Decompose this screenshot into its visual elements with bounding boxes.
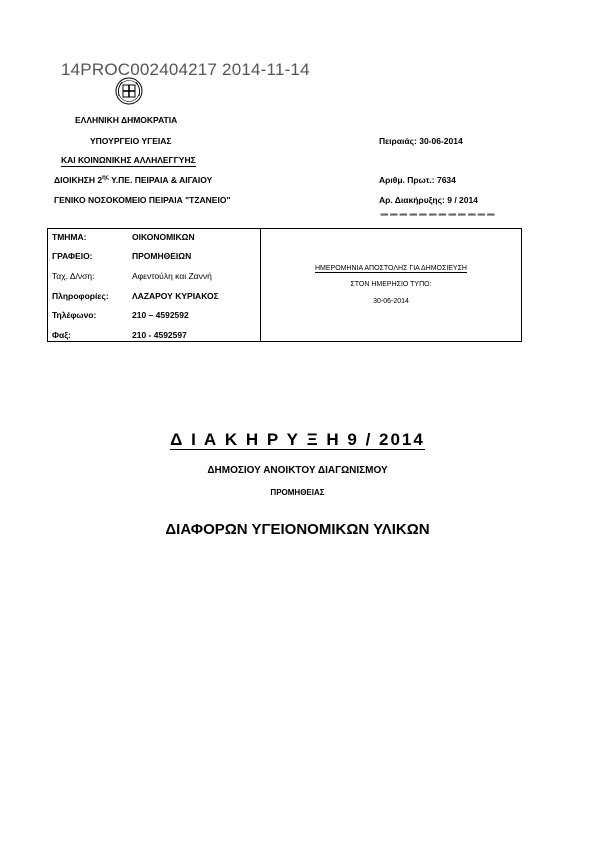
- publication-line-2: ΣΤΟΝ ΗΜΕΡΗΣΙΟ ΤΥΠΟ:: [350, 281, 432, 288]
- header-republic: ΕΛΛΗΝΙΚΗ ΔΗΜΟΚΡΑΤΙΑ: [75, 115, 178, 125]
- info-value-contact: ΛΑΖΑΡΟΥ ΚΥΡΙΑΚΟΣ: [132, 291, 219, 301]
- info-value-address: Αφεντούλη και Ζαννή: [132, 271, 212, 281]
- header-hospital: ΓΕΝΙΚΟ ΝΟΣΟΚΟΜΕΙΟ ΠΕΙΡΑΙΑ "ΤΖΑΝΕΙΟ": [54, 195, 231, 205]
- header-ministry: ΥΠΟΥΡΓΕΙΟ ΥΓΕΙΑΣ: [90, 136, 172, 146]
- header-protocol: Αριθμ. Πρωτ.: 7634: [379, 175, 456, 185]
- publication-date: 30-06-2014: [373, 298, 409, 305]
- header-ministry-2: ΚΑΙ ΚΟΙΝΩΝΙΚΗΣ ΑΛΛΗΛΕΓΓΥΗΣ: [61, 155, 196, 165]
- publication-line-1: ΗΜΕΡΟΜΗΝΙΑ ΑΠΟΣΤΟΛΗΣ ΓΙΑ ΔΗΜΟΣΙΕΥΣΗ: [314, 265, 467, 272]
- tender-type: ΔΗΜΟΣΙΟΥ ΑΝΟΙΚΤΟΥ ΔΙΑΓΩΝΙΣΜΟΥ: [207, 465, 388, 476]
- header-date: Πειραιάς: 30-06-2014: [379, 136, 463, 146]
- info-label-fax: Φαξ:: [52, 330, 71, 340]
- info-value-phone: 210 – 4592592: [132, 310, 189, 320]
- info-label-department: ΤΜΗΜΑ:: [52, 232, 87, 242]
- tender-procurement: ΠΡΟΜΗΘΕΙΑΣ: [270, 488, 325, 497]
- greek-coat-of-arms-icon: [114, 76, 144, 106]
- declaration-title: Δ Ι Α Κ Η Ρ Υ Ξ Η 9 / 2014: [170, 430, 425, 449]
- info-divider: [260, 228, 261, 342]
- tender-subject: ΔΙΑΦΟΡΩΝ ΥΓΕΙΟΝΟΜΙΚΩΝ ΥΛΙΚΩΝ: [165, 521, 430, 538]
- info-value-department: ΟΙΚΟΝΟΜΙΚΩΝ: [132, 232, 195, 242]
- document-stamp: 14PROC002404217 2014-11-14: [61, 60, 310, 79]
- info-label-phone: Τηλέφωνο:: [52, 310, 97, 320]
- info-label-contact: Πληροφορίες:: [52, 291, 109, 301]
- arrow-ornament: ➖➖➖➖➖➖➖➖➖➖➖➖: [380, 212, 497, 219]
- info-value-office: ΠΡΟΜΗΘΕΙΩΝ: [132, 251, 192, 261]
- info-label-address: Ταχ. Δ/νση:: [52, 271, 95, 281]
- info-value-fax: 210 - 4592597: [132, 330, 187, 340]
- header-declaration-number: Αρ. Διακήρυξης: 9 / 2014: [379, 195, 478, 205]
- info-label-office: ΓΡΑΦΕΙΟ:: [52, 251, 93, 261]
- header-administration: ΔΙΟΙΚΗΣΗ $2^{\eta\varsigma}$ Υ.ΠΕ. ΠΕΙΡΑΙΑ & ΑΙΓΑΙΟΥ: [54, 175, 213, 185]
